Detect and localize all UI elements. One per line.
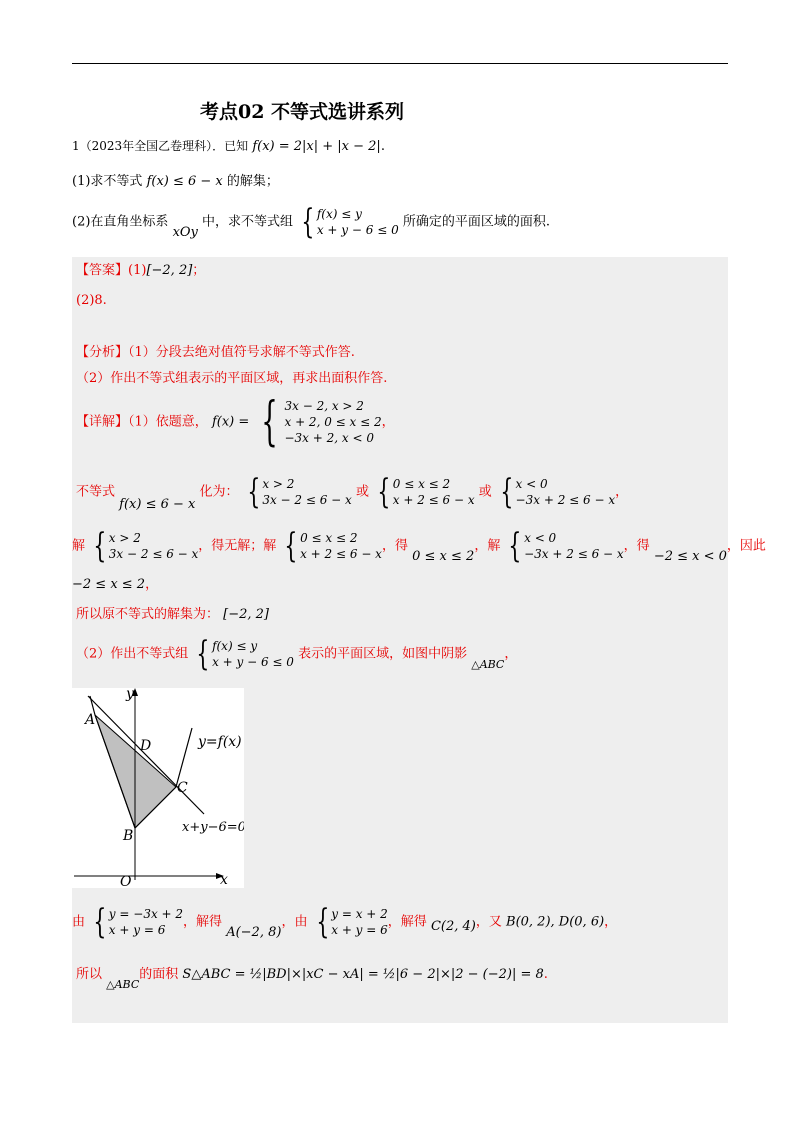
page-title-text: 考点02 不等式选讲系列 — [200, 101, 405, 123]
coordinate-system: xOy — [172, 224, 198, 240]
comma: ， — [381, 414, 395, 430]
also-text: ，又 — [475, 914, 502, 930]
part2-system: { f(x) ≤ y x + y − 6 ≤ 0 — [301, 202, 399, 242]
part2-line — [72, 202, 550, 242]
step2-mid: 化为： — [199, 484, 239, 500]
answer1-suffix: ； — [192, 263, 206, 278]
solve-cases-line — [72, 526, 766, 566]
case-a: { x > 2 3x − 2 ≤ 6 − x — [247, 472, 352, 512]
analysis-label: 【分析】 — [76, 345, 129, 360]
system-row: x + y = 6 — [108, 923, 166, 937]
label-y: y — [126, 688, 134, 702]
answer1-prefix: (1) — [128, 263, 147, 278]
area-mid: 的面积 — [139, 967, 179, 982]
solve-get-text: ，解得 — [387, 914, 427, 930]
analysis-line1 — [76, 344, 355, 362]
from-text: 由 — [72, 914, 86, 930]
function-definition: f(x) = 2|x| + |x − 2| — [252, 139, 381, 154]
top-rule — [72, 63, 728, 64]
part2-prefix: (2)在直角坐标系 — [72, 214, 169, 230]
label-x: x — [220, 872, 228, 888]
answer1-value: [−2, 2] — [146, 263, 193, 278]
problem-source: 1（2023年全国乙卷理科）．已知 — [72, 139, 249, 153]
system-c: { y = x + 2 x + y = 6 — [315, 902, 388, 942]
label-curve: y=f(x) — [198, 734, 242, 750]
label-b: B — [123, 828, 134, 844]
piecewise-lhs: f(x) = — [211, 414, 250, 430]
area-triangle: △ABC — [106, 978, 140, 991]
part1-inequality: f(x) ≤ 6 − x — [146, 174, 223, 189]
part2-end: ， — [504, 646, 518, 662]
step2-inequality: f(x) ≤ 6 − x — [119, 496, 196, 512]
case-row: x < 0 — [524, 531, 557, 545]
area-formula: S△ABC = ½|BD|×|xC − xA| = ½|6 − 2|×|2 − (−2)| = 8 — [182, 967, 544, 982]
part2-intro: （2）作出不等式组 — [76, 646, 189, 662]
final-range-line — [72, 576, 158, 594]
area-end: . — [543, 967, 548, 982]
part2-system-repeat: { f(x) ≤ y x + y − 6 ≤ 0 — [196, 634, 294, 674]
piecewise-row: x + 2, 0 ≤ x ≤ 2 — [284, 415, 382, 429]
system-row: y = x + 2 — [331, 907, 388, 921]
solution-set-value: [−2, 2] — [223, 607, 269, 622]
case-c-repeat: { x < 0 −3x + 2 ≤ 6 − x — [508, 526, 624, 566]
area-line — [76, 966, 548, 991]
system-row: f(x) ≤ y — [316, 207, 362, 221]
case-row: 3x − 2 ≤ 6 − x — [262, 493, 352, 507]
case-row: 0 ≤ x ≤ 2 — [392, 477, 451, 491]
answer-label: 【答案】 — [76, 263, 129, 278]
system-row: f(x) ≤ y — [212, 639, 258, 653]
case-row: 3x − 2 ≤ 6 − x — [108, 547, 199, 561]
case-split-line — [76, 472, 629, 512]
triangle-label: △ABC — [471, 657, 505, 671]
comma: ， — [615, 484, 629, 500]
part1-prefix: (1)求不等式 — [72, 174, 143, 189]
final-range-suffix: ， — [145, 577, 159, 592]
get-text: ，得 — [623, 538, 650, 554]
label-a: A — [85, 712, 96, 728]
or-word: 或 — [478, 484, 492, 500]
case-b: { 0 ≤ x ≤ 2 x + 2 ≤ 6 − x — [377, 472, 475, 512]
system-a: { y = −3x + 2 x + y = 6 — [93, 902, 184, 942]
part2-solution-line — [76, 634, 518, 674]
label-origin: O — [120, 874, 132, 888]
result-c: −2 ≤ x < 0 — [653, 548, 727, 564]
label-line: x+y−6=0 — [182, 820, 244, 835]
answer-line — [76, 262, 205, 280]
part2-suffix: 所确定的平面区域的面积. — [402, 214, 550, 230]
figure-svg — [72, 688, 244, 888]
detail-intro: （1）依题意， — [128, 414, 208, 430]
answer2: (2)8. — [76, 293, 107, 308]
final-range: −2 ≤ x ≤ 2 — [72, 577, 146, 592]
region-figure — [72, 688, 244, 888]
piecewise-system: { 3x − 2, x > 2 x + 2, 0 ≤ x ≤ 2 −3x + 2, x < 0 — [261, 392, 382, 452]
no-solution-text: ，得无解；解 — [198, 538, 277, 554]
case-row: −3x + 2 ≤ 6 − x — [515, 493, 616, 507]
system-row: y = −3x + 2 — [108, 907, 184, 921]
system-row: x + y − 6 ≤ 0 — [316, 223, 399, 237]
label-c: C — [177, 780, 188, 796]
system-row: x + y − 6 ≤ 0 — [212, 655, 294, 669]
detail-label: 【详解】 — [76, 414, 129, 430]
label-d: D — [140, 738, 152, 754]
end-comma: ， — [604, 914, 618, 930]
therefore-text: ，因此 — [726, 538, 766, 554]
solve-text: ，解 — [474, 538, 501, 554]
intersection-line — [72, 902, 618, 942]
case-row: x > 2 — [262, 477, 295, 491]
case-row: x < 0 — [515, 477, 548, 491]
solve-get-text: ，解得 — [183, 914, 223, 930]
part2-rest: 表示的平面区域，如图中阴影 — [298, 646, 468, 662]
point-a: A(−2, 8) — [226, 924, 282, 940]
detail-line — [76, 392, 395, 452]
case-row: x > 2 — [108, 531, 141, 545]
get-text: ，得 — [381, 538, 408, 554]
case-row: −3x + 2 ≤ 6 − x — [524, 547, 624, 561]
system-row: x + y = 6 — [331, 923, 388, 937]
case-a-repeat: { x > 2 3x − 2 ≤ 6 − x — [93, 526, 199, 566]
piecewise-row: 3x − 2, x > 2 — [284, 399, 364, 413]
point-c: C(2, 4) — [430, 918, 476, 934]
solve-prefix: 解 — [72, 538, 86, 554]
solution-set-line — [76, 606, 269, 624]
problem-line: 1（2023年全国乙卷理科）．已知 f(x) = 2|x| + |x − 2|. — [72, 139, 385, 154]
step2-prefix: 不等式 — [76, 484, 116, 500]
case-b-repeat: { 0 ≤ x ≤ 2 x + 2 ≤ 6 − x — [284, 526, 382, 566]
case-c: { x < 0 −3x + 2 ≤ 6 − x — [500, 472, 616, 512]
points-b-d: B(0, 2), D(0, 6) — [506, 914, 605, 930]
part2-mid: 中，求不等式组 — [202, 214, 294, 230]
case-row: x + 2 ≤ 6 − x — [300, 547, 382, 561]
solution-set-text: 所以原不等式的解集为： — [76, 607, 220, 622]
area-prefix: 所以 — [76, 967, 103, 982]
part1-line — [72, 173, 279, 191]
or-word: 或 — [355, 484, 369, 500]
piecewise-row: −3x + 2, x < 0 — [284, 431, 374, 445]
case-row: 0 ≤ x ≤ 2 — [300, 531, 358, 545]
analysis-line2: （2）作出不等式组表示的平面区域，再求出面积作答. — [76, 371, 388, 386]
from-text: ，由 — [281, 914, 308, 930]
result-b: 0 ≤ x ≤ 2 — [412, 548, 475, 564]
part1-suffix: 的解集； — [226, 174, 279, 189]
analysis-text1: （1）分段去绝对值符号求解不等式作答. — [128, 345, 355, 360]
case-row: x + 2 ≤ 6 − x — [392, 493, 475, 507]
